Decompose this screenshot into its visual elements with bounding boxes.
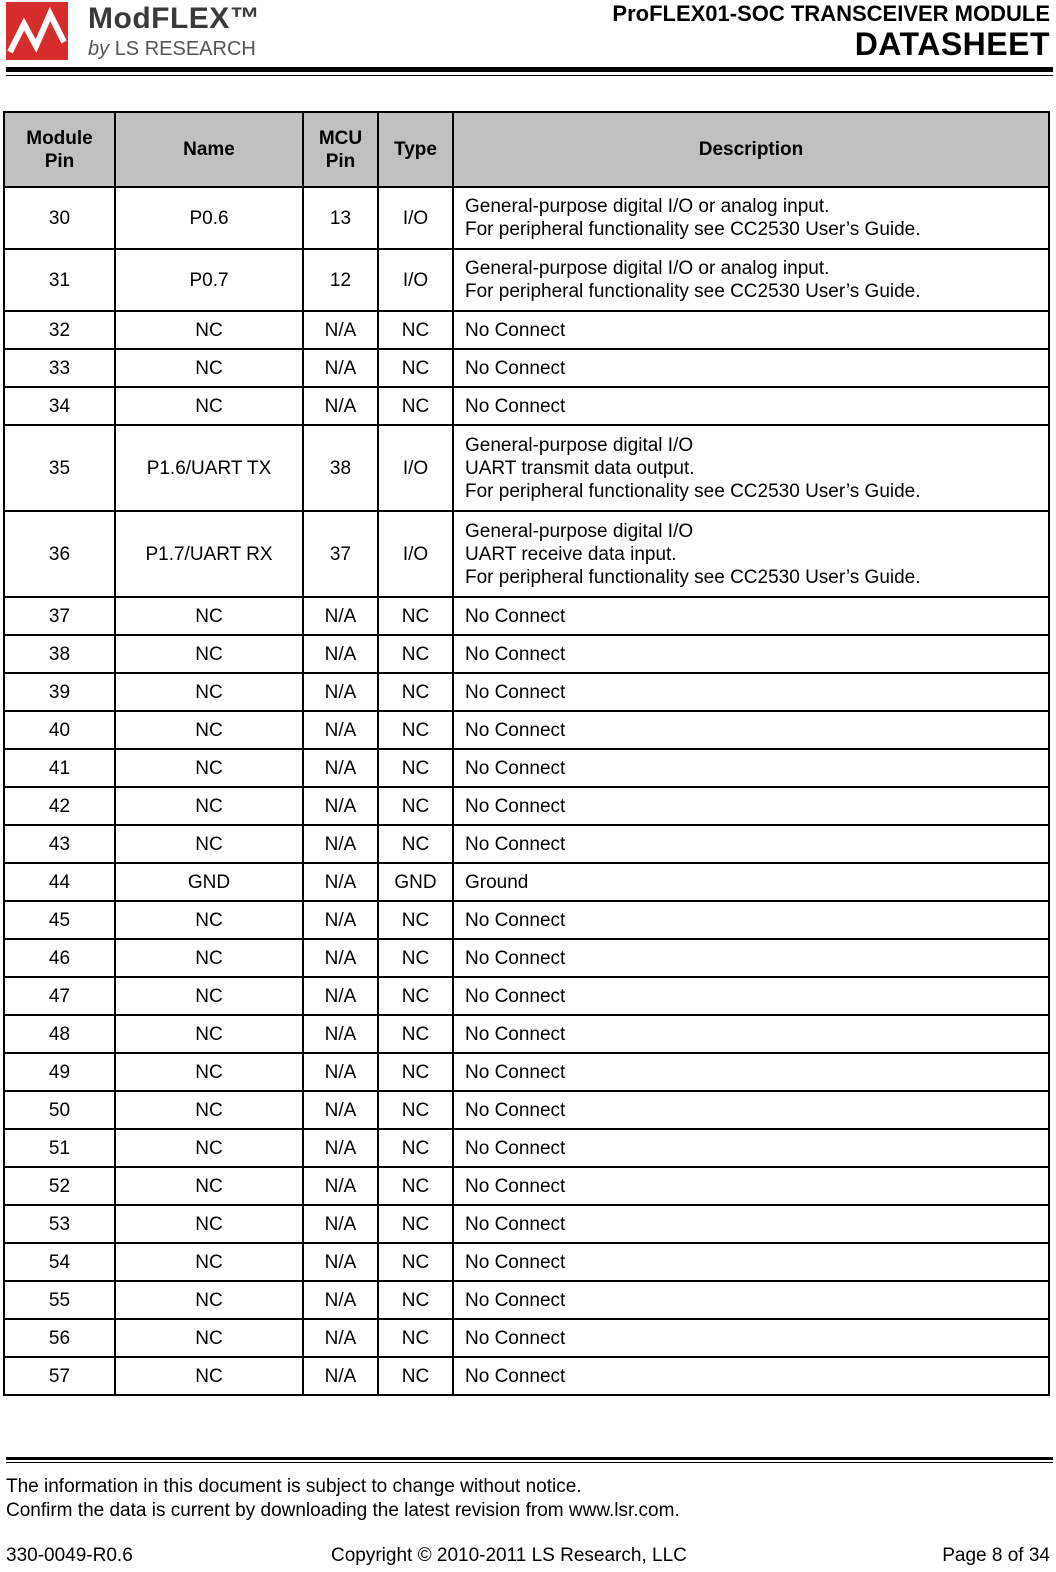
table-row xyxy=(4,787,1049,825)
table-row xyxy=(4,673,1049,711)
description-line: Ground xyxy=(465,871,529,893)
pin-cell: 55 xyxy=(4,1281,115,1319)
type-cell: NC xyxy=(378,311,453,349)
modflex-logo xyxy=(6,2,286,62)
description-cell xyxy=(453,1357,1049,1395)
description-line: No Connect xyxy=(465,319,566,341)
mcu-pin-cell: 38 xyxy=(303,425,378,511)
table-row xyxy=(4,311,1049,349)
mcu-pin-cell: N/A xyxy=(303,1205,378,1243)
header-name: Name xyxy=(115,112,303,187)
mcu-pin-cell: N/A xyxy=(303,311,378,349)
description-cell xyxy=(453,1053,1049,1091)
description-cell xyxy=(453,787,1049,825)
name-cell: NC xyxy=(115,901,303,939)
name-cell: NC xyxy=(115,977,303,1015)
pin-table-body xyxy=(4,187,1049,1395)
pin-cell: 50 xyxy=(4,1091,115,1129)
description-cell xyxy=(453,1091,1049,1129)
mcu-pin-cell: N/A xyxy=(303,1015,378,1053)
description-line: No Connect xyxy=(465,795,566,817)
description-cell xyxy=(453,825,1049,863)
description-line: No Connect xyxy=(465,395,566,417)
notice-line-1: The information in this document is subject to change without notice. xyxy=(6,1476,582,1497)
description-cell xyxy=(453,977,1049,1015)
description-line: For peripheral functionality see CC2530 User’s Guide. xyxy=(465,219,921,240)
pin-cell: 40 xyxy=(4,711,115,749)
name-cell: NC xyxy=(115,825,303,863)
type-cell: NC xyxy=(378,387,453,425)
description-line: No Connect xyxy=(465,1365,566,1387)
table-row xyxy=(4,711,1049,749)
description-line: No Connect xyxy=(465,681,566,703)
name-cell: NC xyxy=(115,787,303,825)
description-line: For peripheral functionality see CC2530 User’s Guide. xyxy=(465,281,921,302)
description-line: No Connect xyxy=(465,1327,566,1349)
description-line: No Connect xyxy=(465,1023,566,1045)
table-row xyxy=(4,187,1049,249)
name-cell: P0.7 xyxy=(115,249,303,311)
logo-mark-icon xyxy=(6,2,76,62)
pin-cell: 43 xyxy=(4,825,115,863)
table-row xyxy=(4,511,1049,597)
type-cell: I/O xyxy=(378,187,453,249)
notice-line-2: Confirm the data is current by downloading the latest revision from www.lsr.com. xyxy=(6,1500,680,1521)
name-cell: NC xyxy=(115,749,303,787)
pin-cell: 39 xyxy=(4,673,115,711)
description-cell xyxy=(453,939,1049,977)
table-row xyxy=(4,1091,1049,1129)
name-cell: P0.6 xyxy=(115,187,303,249)
mcu-pin-cell: 37 xyxy=(303,511,378,597)
pin-cell: 34 xyxy=(4,387,115,425)
pin-cell: 52 xyxy=(4,1167,115,1205)
type-cell: NC xyxy=(378,1281,453,1319)
description-cell xyxy=(453,1129,1049,1167)
mcu-pin-cell: N/A xyxy=(303,1053,378,1091)
name-cell: NC xyxy=(115,1243,303,1281)
pin-cell: 51 xyxy=(4,1129,115,1167)
name-cell: P1.6/UART TX xyxy=(115,425,303,511)
mcu-pin-cell: N/A xyxy=(303,635,378,673)
header-rule-thin xyxy=(6,75,1053,76)
mcu-pin-cell: N/A xyxy=(303,863,378,901)
table-row xyxy=(4,597,1049,635)
table-row xyxy=(4,1129,1049,1167)
description-cell xyxy=(453,249,1049,311)
table-row xyxy=(4,1053,1049,1091)
pin-cell: 31 xyxy=(4,249,115,311)
type-cell: NC xyxy=(378,787,453,825)
pin-cell: 36 xyxy=(4,511,115,597)
type-cell: NC xyxy=(378,749,453,787)
table-row xyxy=(4,977,1049,1015)
mcu-pin-cell: N/A xyxy=(303,787,378,825)
pin-cell: 44 xyxy=(4,863,115,901)
table-row xyxy=(4,1357,1049,1395)
type-cell: NC xyxy=(378,635,453,673)
table-row xyxy=(4,825,1049,863)
mcu-pin-cell: N/A xyxy=(303,673,378,711)
type-cell: NC xyxy=(378,1091,453,1129)
description-line: No Connect xyxy=(465,605,566,627)
pin-cell: 49 xyxy=(4,1053,115,1091)
description-line: No Connect xyxy=(465,985,566,1007)
description-line: No Connect xyxy=(465,909,566,931)
pin-cell: 53 xyxy=(4,1205,115,1243)
description-line: UART receive data input. xyxy=(465,543,677,565)
description-line: No Connect xyxy=(465,357,566,379)
table-header-row xyxy=(4,112,1049,187)
name-cell: GND xyxy=(115,863,303,901)
pin-cell: 54 xyxy=(4,1243,115,1281)
description-cell xyxy=(453,901,1049,939)
type-cell: NC xyxy=(378,1357,453,1395)
mcu-pin-cell: N/A xyxy=(303,711,378,749)
name-cell: NC xyxy=(115,1357,303,1395)
name-cell: NC xyxy=(115,311,303,349)
description-line: No Connect xyxy=(465,1137,566,1159)
pin-cell: 33 xyxy=(4,349,115,387)
name-cell: NC xyxy=(115,387,303,425)
mcu-pin-cell: N/A xyxy=(303,901,378,939)
description-line: No Connect xyxy=(465,1175,566,1197)
type-cell: NC xyxy=(378,349,453,387)
header-type: Type xyxy=(378,112,453,187)
table-row xyxy=(4,939,1049,977)
description-line: General-purpose digital I/O or analog input. xyxy=(465,196,830,217)
pin-cell: 47 xyxy=(4,977,115,1015)
description-line: General-purpose digital I/O or analog input. xyxy=(465,258,830,279)
description-line: UART transmit data output. xyxy=(465,457,695,479)
name-cell: NC xyxy=(115,711,303,749)
description-line: For peripheral functionality see CC2530 User’s Guide. xyxy=(465,480,921,502)
description-line: No Connect xyxy=(465,1289,566,1311)
table-row xyxy=(4,863,1049,901)
table-row xyxy=(4,249,1049,311)
description-cell xyxy=(453,425,1049,511)
description-line: No Connect xyxy=(465,1099,566,1121)
description-cell xyxy=(453,511,1049,597)
name-cell: NC xyxy=(115,349,303,387)
type-cell: I/O xyxy=(378,249,453,311)
table-row xyxy=(4,425,1049,511)
description-cell xyxy=(453,1281,1049,1319)
table-row xyxy=(4,1319,1049,1357)
table-row xyxy=(4,635,1049,673)
datasheet-title: DATASHEET xyxy=(854,26,1050,62)
pin-cell: 30 xyxy=(4,187,115,249)
description-cell xyxy=(453,1319,1049,1357)
name-cell: NC xyxy=(115,1319,303,1357)
logo-brand-text: ModFLEX™ xyxy=(88,2,261,35)
pin-cell: 45 xyxy=(4,901,115,939)
description-cell xyxy=(453,1167,1049,1205)
pin-cell: 32 xyxy=(4,311,115,349)
header-description: Description xyxy=(453,112,1049,187)
type-cell: I/O xyxy=(378,511,453,597)
type-cell: NC xyxy=(378,939,453,977)
description-line: No Connect xyxy=(465,1061,566,1083)
name-cell: NC xyxy=(115,635,303,673)
mcu-pin-cell: N/A xyxy=(303,1281,378,1319)
name-cell: NC xyxy=(115,1167,303,1205)
pin-cell: 46 xyxy=(4,939,115,977)
name-cell: NC xyxy=(115,1053,303,1091)
mcu-pin-cell: N/A xyxy=(303,1243,378,1281)
description-line: No Connect xyxy=(465,757,566,779)
pin-cell: 41 xyxy=(4,749,115,787)
document-title xyxy=(612,2,1050,62)
name-cell: NC xyxy=(115,1205,303,1243)
description-line: No Connect xyxy=(465,947,566,969)
name-cell: P1.7/UART RX xyxy=(115,511,303,597)
type-cell: I/O xyxy=(378,425,453,511)
type-cell: NC xyxy=(378,673,453,711)
description-line: No Connect xyxy=(465,643,566,665)
mcu-pin-cell: N/A xyxy=(303,1319,378,1357)
table-row xyxy=(4,749,1049,787)
type-cell: NC xyxy=(378,1129,453,1167)
table-row xyxy=(4,387,1049,425)
header-mcu-pin: MCU Pin xyxy=(303,112,378,187)
footer-notice xyxy=(6,1475,680,1523)
type-cell: GND xyxy=(378,863,453,901)
mcu-pin-cell: N/A xyxy=(303,387,378,425)
pin-cell: 57 xyxy=(4,1357,115,1395)
type-cell: NC xyxy=(378,901,453,939)
description-line: For peripheral functionality see CC2530 User’s Guide. xyxy=(465,566,921,588)
description-line: No Connect xyxy=(465,719,566,741)
description-line: No Connect xyxy=(465,1251,566,1273)
type-cell: NC xyxy=(378,1053,453,1091)
pin-table xyxy=(3,111,1050,1396)
header-module-pin: Module Pin xyxy=(4,112,115,187)
name-cell: NC xyxy=(115,1091,303,1129)
description-cell xyxy=(453,1015,1049,1053)
table-row xyxy=(4,1015,1049,1053)
mcu-pin-cell: N/A xyxy=(303,1129,378,1167)
table-row xyxy=(4,349,1049,387)
type-cell: NC xyxy=(378,711,453,749)
mcu-pin-cell: N/A xyxy=(303,349,378,387)
mcu-pin-cell: N/A xyxy=(303,825,378,863)
name-cell: NC xyxy=(115,1015,303,1053)
name-cell: NC xyxy=(115,1281,303,1319)
mcu-pin-cell: N/A xyxy=(303,597,378,635)
pin-cell: 48 xyxy=(4,1015,115,1053)
module-title: ProFLEX01-SOC TRANSCEIVER MODULE xyxy=(612,1,1050,26)
header-rule xyxy=(6,67,1053,72)
mcu-pin-cell: N/A xyxy=(303,1167,378,1205)
mcu-pin-cell: 13 xyxy=(303,187,378,249)
description-cell xyxy=(453,711,1049,749)
document-number: 330-0049-R0.6 xyxy=(6,1545,133,1566)
copyright: Copyright © 2010-2011 LS Research, LLC xyxy=(331,1545,687,1566)
description-line: General-purpose digital I/O xyxy=(465,434,694,456)
pin-cell: 37 xyxy=(4,597,115,635)
name-cell: NC xyxy=(115,1129,303,1167)
description-cell xyxy=(453,749,1049,787)
description-cell xyxy=(453,349,1049,387)
description-cell xyxy=(453,1205,1049,1243)
page-number: Page 8 of 34 xyxy=(942,1545,1050,1566)
type-cell: NC xyxy=(378,1167,453,1205)
description-cell xyxy=(453,597,1049,635)
table-row xyxy=(4,1243,1049,1281)
pin-cell: 35 xyxy=(4,425,115,511)
pin-cell: 38 xyxy=(4,635,115,673)
description-cell xyxy=(453,311,1049,349)
mcu-pin-cell: N/A xyxy=(303,1091,378,1129)
type-cell: NC xyxy=(378,597,453,635)
description-line: No Connect xyxy=(465,833,566,855)
description-cell xyxy=(453,673,1049,711)
mcu-pin-cell: N/A xyxy=(303,1357,378,1395)
pin-cell: 42 xyxy=(4,787,115,825)
description-line: General-purpose digital I/O xyxy=(465,520,694,542)
table-row xyxy=(4,1167,1049,1205)
description-line: No Connect xyxy=(465,1213,566,1235)
page-header xyxy=(0,0,1056,80)
description-cell xyxy=(453,635,1049,673)
description-cell xyxy=(453,387,1049,425)
table-row xyxy=(4,1205,1049,1243)
page-footer xyxy=(6,1545,1050,1569)
name-cell: NC xyxy=(115,673,303,711)
type-cell: NC xyxy=(378,1015,453,1053)
description-cell xyxy=(453,863,1049,901)
mcu-pin-cell: 12 xyxy=(303,249,378,311)
description-cell xyxy=(453,187,1049,249)
table-row xyxy=(4,1281,1049,1319)
footer-rule-thin xyxy=(6,1462,1053,1463)
footer-rule xyxy=(6,1457,1053,1460)
type-cell: NC xyxy=(378,825,453,863)
type-cell: NC xyxy=(378,1205,453,1243)
logo-sub-text: by LS RESEARCH xyxy=(88,38,256,60)
type-cell: NC xyxy=(378,1243,453,1281)
name-cell: NC xyxy=(115,939,303,977)
name-cell: NC xyxy=(115,597,303,635)
mcu-pin-cell: N/A xyxy=(303,939,378,977)
mcu-pin-cell: N/A xyxy=(303,977,378,1015)
description-cell xyxy=(453,1243,1049,1281)
pin-cell: 56 xyxy=(4,1319,115,1357)
type-cell: NC xyxy=(378,977,453,1015)
type-cell: NC xyxy=(378,1319,453,1357)
mcu-pin-cell: N/A xyxy=(303,749,378,787)
table-row xyxy=(4,901,1049,939)
